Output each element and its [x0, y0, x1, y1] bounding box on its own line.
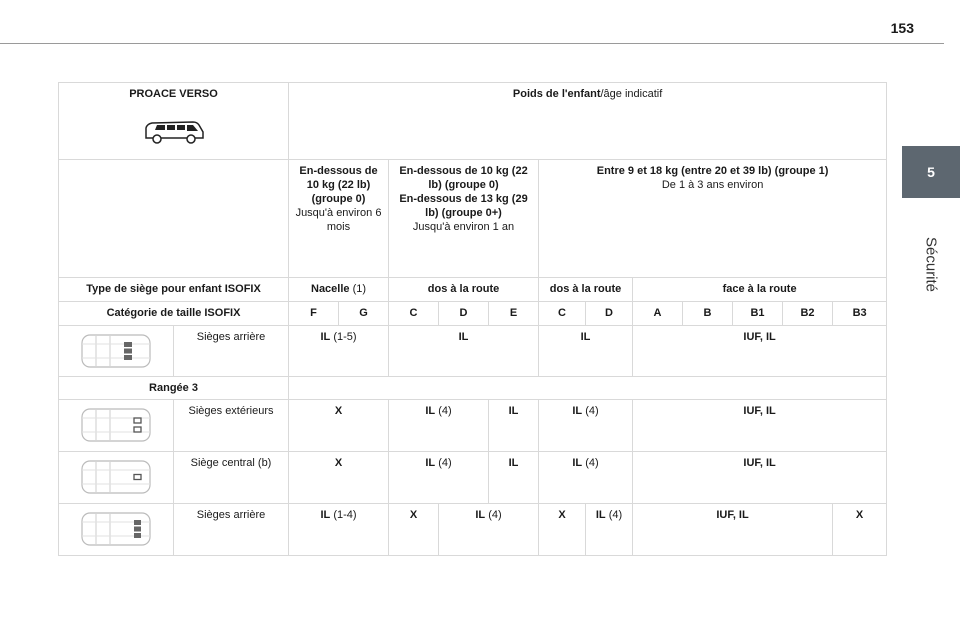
row2-c4: IUF, IL: [633, 326, 887, 377]
nacelle-rest: (1): [349, 283, 367, 295]
table-row: [59, 504, 887, 556]
row3-label: Rangée 3: [59, 377, 289, 400]
center-c2: [389, 452, 489, 504]
group-1-weight: Entre 9 et 18 kg (entre 20 et 39 lb) (groupe 1): [596, 165, 829, 177]
seat-type-label: Type de siège pour enfant ISOFIX: [59, 278, 289, 302]
rear-c3: [439, 504, 539, 556]
outer-c1: X: [289, 400, 389, 452]
weight-header-bold: Poids de l'enfant: [512, 88, 601, 100]
chapter-label: [902, 200, 960, 330]
row2-c3: IL: [539, 326, 633, 377]
row2-c2: IL: [389, 326, 539, 377]
seat-type-rear-facing-2: dos à la route: [539, 278, 633, 302]
seat-type-forward-facing: face à la route: [633, 278, 887, 302]
size-class: B3: [833, 302, 887, 326]
row3-empty: [289, 377, 887, 400]
weight-groups-row: [59, 160, 887, 278]
seat-position-label: Siège central (b): [174, 452, 289, 504]
size-class: A: [633, 302, 683, 326]
value-bold: IL: [572, 405, 583, 417]
chapter-tab[interactable]: [902, 146, 960, 198]
rear-c5: [586, 504, 633, 556]
seat-map-row3-center-icon: [80, 458, 152, 496]
value-bold: IL: [320, 509, 331, 521]
seat-position-label: Sièges extérieurs: [174, 400, 289, 452]
outer-c4: [539, 400, 633, 452]
chapter-number: 5: [927, 164, 935, 180]
rear-c4: X: [539, 504, 586, 556]
seat-map-row3-rear-icon: [80, 510, 152, 548]
table-row: [59, 377, 887, 400]
outer-c2: [389, 400, 489, 452]
size-class: C: [539, 302, 586, 326]
value-bold: IL: [595, 509, 606, 521]
size-class: B1: [733, 302, 783, 326]
table-row: [59, 400, 887, 452]
header-row: [59, 83, 887, 160]
seat-map-row2-rear-icon: [80, 332, 152, 370]
seat-diagram-cell: [59, 452, 174, 504]
seat-diagram-cell: [59, 504, 174, 556]
value-rest: (4): [582, 457, 599, 469]
group-0plus-cell: [389, 160, 539, 278]
seat-position-label: Sièges arrière: [174, 504, 289, 556]
value-bold: IL: [572, 457, 583, 469]
size-class: E: [489, 302, 539, 326]
model-cell: [59, 83, 289, 160]
value-bold: IL: [320, 331, 331, 343]
van-side-icon: [143, 119, 205, 145]
group-0-weight: En-dessous de 10 kg (22 lb) (groupe 0): [299, 165, 378, 205]
size-category-row: [59, 302, 887, 326]
weight-header-rest: /âge indicatif: [600, 88, 663, 100]
rear-c1: [289, 504, 389, 556]
group-0-cell: [289, 160, 389, 278]
seat-type-nacelle: [289, 278, 389, 302]
value-bold: IL: [425, 457, 436, 469]
group-0-age: Jusqu'à environ 6 mois: [295, 207, 382, 233]
outer-c3: IL: [489, 400, 539, 452]
group-0plus-age: Jusqu'à environ 1 an: [412, 221, 515, 233]
outer-c5: IUF, IL: [633, 400, 887, 452]
size-class: B2: [783, 302, 833, 326]
center-c3: IL: [489, 452, 539, 504]
seat-map-row3-outer-icon: [80, 406, 152, 444]
value-bold: IL: [425, 405, 436, 417]
size-class: D: [439, 302, 489, 326]
size-class: B: [683, 302, 733, 326]
row2-c1: [289, 326, 389, 377]
seat-diagram-cell: [59, 326, 174, 377]
isofix-table: [58, 82, 887, 556]
chapter-title: Sécurité: [922, 237, 940, 293]
rear-c2: X: [389, 504, 439, 556]
group-1-cell: [539, 160, 887, 278]
seat-position-label: Sièges arrière: [174, 326, 289, 377]
child-weight-header: [289, 83, 887, 160]
group-1-age: De 1 à 3 ans environ: [661, 179, 764, 191]
page-number: 153: [890, 20, 914, 36]
size-class: C: [389, 302, 439, 326]
value-rest: (1-5): [330, 331, 357, 343]
size-category-label: Catégorie de taille ISOFIX: [59, 302, 289, 326]
seat-type-rear-facing-1: dos à la route: [389, 278, 539, 302]
header-divider: [0, 43, 944, 44]
seat-type-row: [59, 278, 887, 302]
value-bold: IL: [475, 509, 486, 521]
center-c1: X: [289, 452, 389, 504]
center-c4: [539, 452, 633, 504]
table-row: [59, 452, 887, 504]
table-row: [59, 326, 887, 377]
seat-diagram-cell: [59, 400, 174, 452]
nacelle-bold: Nacelle: [311, 283, 350, 295]
value-rest: (4): [582, 405, 599, 417]
group-0plus-weight-b: En-dessous de 13 kg (29 lb) (groupe 0+): [399, 193, 528, 219]
value-rest: (1-4): [330, 509, 357, 521]
value-rest: (4): [435, 457, 452, 469]
group-0plus-weight-a: En-dessous de 10 kg (22 lb) (groupe 0): [399, 165, 528, 191]
value-rest: (4): [485, 509, 502, 521]
size-class: G: [339, 302, 389, 326]
model-name: PROACE VERSO: [129, 88, 218, 100]
value-rest: (4): [435, 405, 452, 417]
value-rest: (4): [605, 509, 623, 521]
rear-c6: IUF, IL: [633, 504, 833, 556]
size-class: D: [586, 302, 633, 326]
empty-cell: [59, 160, 289, 278]
size-class: F: [289, 302, 339, 326]
center-c5: IUF, IL: [633, 452, 887, 504]
rear-c7: X: [833, 504, 887, 556]
